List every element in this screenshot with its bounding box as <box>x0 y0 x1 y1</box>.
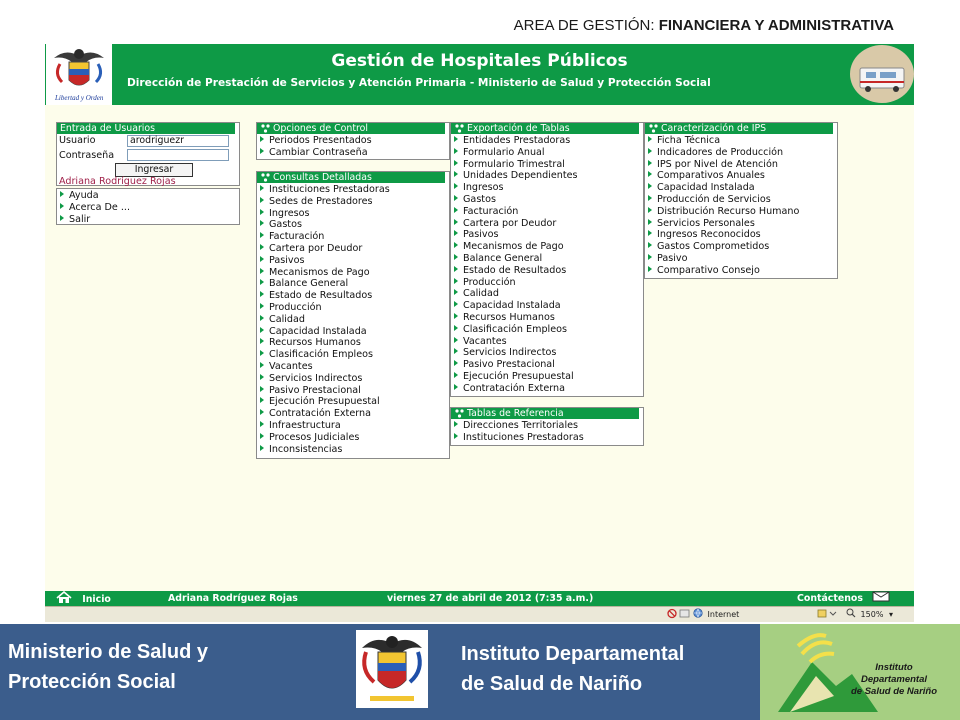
consultas-item-produccion[interactable] <box>257 302 449 314</box>
caracterizacion-item-label: IPS por Nivel de Atención <box>657 158 778 170</box>
caracterizacion-item-label: Indicadores de Producción <box>657 146 784 158</box>
consultas-item-balance-general[interactable] <box>257 278 449 290</box>
consultas-item-label: Producción <box>269 301 322 313</box>
exportacion-item-formulario-anual[interactable] <box>451 147 643 159</box>
consultas-item-label: Procesos Judiciales <box>269 431 360 443</box>
bullet-arrow-icon <box>260 232 264 238</box>
help-menu-item-label: Acerca De ... <box>69 201 130 213</box>
exportacion-item-cartera-por-deudor[interactable] <box>451 218 643 230</box>
bullet-arrow-icon <box>260 244 264 250</box>
exportacion-item-label: Entidades Prestadoras <box>463 135 571 146</box>
exportacion-item-contratacion-externa[interactable] <box>451 383 643 395</box>
contact-link[interactable]: Contáctenos <box>797 591 890 606</box>
caracterizacion-item-gastos-comprometidos[interactable] <box>645 241 837 253</box>
caracterizacion-item-label: Pasivo <box>657 252 688 264</box>
exportacion-item-vacantes[interactable] <box>451 336 643 348</box>
consultas-item-label: Inconsistencias <box>269 443 343 455</box>
instituto-logo-text: Instituto Departamental de Salud de Nariño <box>850 662 938 697</box>
exportacion-item-pasivo-prestacional[interactable] <box>451 359 643 371</box>
slide-footer-blue-band <box>0 624 760 720</box>
bullet-arrow-icon <box>260 185 264 191</box>
bullet-arrow-icon <box>454 242 458 248</box>
caracterizacion-item-servicios-personales[interactable] <box>645 218 837 230</box>
caracterizacion-item-label: Gastos Comprometidos <box>657 241 770 253</box>
exportacion-item-label: Clasificación Empleos <box>463 323 567 335</box>
exportacion-item-produccion[interactable] <box>451 277 643 289</box>
bullet-arrow-icon <box>260 374 264 380</box>
protected-mode-icon[interactable] <box>817 608 839 622</box>
bullet-arrow-icon <box>454 160 458 166</box>
consultas-item-capacidad-instalada[interactable] <box>257 326 449 338</box>
consultas-item-estado-de-resultados[interactable] <box>257 290 449 302</box>
bullet-arrow-icon <box>260 445 264 451</box>
menu-leaf-icon <box>648 123 659 134</box>
bullet-arrow-icon <box>60 191 64 197</box>
exportacion-item-label: Facturación <box>463 205 519 217</box>
consultas-item-label: Pasivo Prestacional <box>269 384 361 396</box>
caracterizacion-item-capacidad-instalada[interactable] <box>645 182 837 194</box>
consultas-item-label: Ingresos <box>269 207 310 219</box>
consultas-detalladas-panel <box>256 171 450 459</box>
bullet-arrow-icon <box>454 313 458 319</box>
exportacion-item-capacidad-instalada[interactable] <box>451 300 643 312</box>
consultas-item-ejecucion-presupuestal[interactable] <box>257 396 449 408</box>
bullet-arrow-icon <box>454 372 458 378</box>
caracterizacion-item-label: Comparativo Consejo <box>657 264 760 276</box>
bullet-arrow-icon <box>454 171 458 177</box>
browser-status-bar <box>45 606 914 622</box>
bullet-arrow-icon <box>648 242 652 248</box>
help-menu-panel <box>56 188 240 225</box>
bullet-arrow-icon <box>260 279 264 285</box>
exportacion-item-unidades-dependientes[interactable] <box>451 170 643 182</box>
bullet-arrow-icon <box>260 136 264 142</box>
username-input[interactable]: arodriguezr <box>127 135 229 147</box>
referencia-item-label: Direcciones Territoriales <box>463 420 579 431</box>
consultas-item-ingresos[interactable] <box>257 208 449 220</box>
caracterizacion-item-label: Servicios Personales <box>657 217 755 229</box>
exportacion-item-label: Calidad <box>463 288 499 300</box>
opciones-control-header: Opciones de Control <box>257 123 449 134</box>
menu-leaf-icon <box>260 123 271 134</box>
exportacion-item-pasivos[interactable] <box>451 229 643 241</box>
exportacion-item-label: Pasivo Prestacional <box>463 359 555 371</box>
consultas-item-label: Vacantes <box>269 360 313 372</box>
bullet-arrow-icon <box>454 384 458 390</box>
bullet-arrow-icon <box>260 386 264 392</box>
bullet-arrow-icon <box>648 230 652 236</box>
footer-user: Adriana Rodríguez Rojas <box>168 593 298 604</box>
bullet-arrow-icon <box>454 183 458 189</box>
bullet-arrow-icon <box>454 266 458 272</box>
bullet-arrow-icon <box>454 195 458 201</box>
caracterizacion-item-label: Ingresos Reconocidos <box>657 229 761 241</box>
consultas-item-label: Gastos <box>269 219 302 231</box>
bullet-arrow-icon <box>260 220 264 226</box>
login-panel-header: Entrada de Usuarios <box>57 123 239 134</box>
exportacion-item-ingresos[interactable] <box>451 182 643 194</box>
consultas-detalladas-header: Consultas Detalladas <box>257 172 449 183</box>
bullet-arrow-icon <box>454 325 458 331</box>
bullet-arrow-icon <box>454 360 458 366</box>
caracterizacion-item-label: Producción de Servicios <box>657 193 771 205</box>
instituto-name: Instituto Departamental de Salud de Nariño <box>461 643 685 695</box>
consultas-item-calidad[interactable] <box>257 314 449 326</box>
caracterizacion-ips-header: Caracterización de IPS <box>645 123 837 134</box>
bullet-arrow-icon <box>454 219 458 225</box>
exportacion-item-label: Recursos Humanos <box>463 311 555 323</box>
caracterizacion-item-produccion-de-servicios[interactable] <box>645 194 837 206</box>
bullet-arrow-icon <box>454 230 458 236</box>
bullet-arrow-icon <box>260 209 264 215</box>
exportacion-item-label: Mecanismos de Pago <box>463 241 564 253</box>
consultas-item-gastos[interactable] <box>257 219 449 231</box>
home-link[interactable]: Inicio <box>55 591 111 607</box>
exportacion-item-label: Pasivos <box>463 229 499 241</box>
bullet-arrow-icon <box>454 254 458 260</box>
exportacion-item-estado-de-resultados[interactable] <box>451 265 643 277</box>
exportacion-item-label: Vacantes <box>463 335 507 347</box>
zoom-control[interactable]: 150% ▾ <box>846 608 893 622</box>
bullet-arrow-icon <box>648 266 652 272</box>
bullet-arrow-icon <box>60 203 64 209</box>
consultas-item-infraestructura[interactable] <box>257 420 449 432</box>
bullet-arrow-icon <box>648 148 652 154</box>
site-title: Gestión de Hospitales Públicos <box>331 51 628 71</box>
bullet-arrow-icon <box>648 207 652 213</box>
consultas-item-label: Infraestructura <box>269 419 341 431</box>
bullet-arrow-icon <box>454 433 458 439</box>
opciones-control-item-label: Periodos Presentados <box>269 135 372 146</box>
menu-leaf-icon <box>454 123 465 134</box>
exportacion-item-calidad[interactable] <box>451 288 643 300</box>
exportacion-item-mecanismos-de-pago[interactable] <box>451 241 643 253</box>
consultas-item-cartera-por-deudor[interactable] <box>257 243 449 255</box>
area-heading: AREA DE GESTIÓN: FINANCIERA Y ADMINISTRATIVA <box>513 17 894 34</box>
bullet-arrow-icon <box>260 148 264 154</box>
consultas-item-facturacion[interactable] <box>257 231 449 243</box>
consultas-item-label: Servicios Indirectos <box>269 372 363 384</box>
consultas-item-label: Estado de Resultados <box>269 290 373 302</box>
site-banner <box>45 44 914 105</box>
caracterizacion-item-label: Capacidad Instalada <box>657 182 755 194</box>
consultas-item-pasivo-prestacional[interactable] <box>257 385 449 397</box>
bullet-arrow-icon <box>260 315 264 321</box>
help-menu-item-salir[interactable] <box>57 214 239 226</box>
caracterizacion-item-pasivo[interactable] <box>645 253 837 265</box>
consultas-item-label: Facturación <box>269 231 325 243</box>
bullet-arrow-icon <box>260 397 264 403</box>
consultas-item-label: Instituciones Prestadoras <box>269 184 390 195</box>
footer-date: viernes 27 de abril de 2012 (7:35 a.m.) <box>387 593 594 604</box>
bullet-arrow-icon <box>260 350 264 356</box>
security-icon <box>667 608 691 622</box>
bullet-arrow-icon <box>648 136 652 142</box>
bullet-arrow-icon <box>260 291 264 297</box>
exportacion-item-balance-general[interactable] <box>451 253 643 265</box>
bullet-arrow-icon <box>454 136 458 142</box>
colombia-crest-logo <box>356 630 428 708</box>
tablas-referencia-panel <box>450 407 644 446</box>
site-subtitle: Dirección de Prestación de Servicios y Atención Primaria - Ministerio de Salud y Protección Social <box>127 77 711 89</box>
consultas-item-label: Calidad <box>269 313 305 325</box>
consultas-item-vacantes[interactable] <box>257 361 449 373</box>
consultas-item-label: Contratación Externa <box>269 408 371 420</box>
ministerio-name: Ministerio de Salud y Protección Social <box>8 641 209 693</box>
menu-leaf-icon <box>454 408 465 419</box>
caracterizacion-item-indicadores-de-produccion[interactable] <box>645 147 837 159</box>
consultas-item-label: Balance General <box>269 278 349 290</box>
exportacion-item-facturacion[interactable] <box>451 206 643 218</box>
exportacion-item-label: Ingresos <box>463 182 504 194</box>
exportacion-item-clasificacion-empleos[interactable] <box>451 324 643 336</box>
consultas-detalladas-list <box>257 183 449 455</box>
bullet-arrow-icon <box>260 268 264 274</box>
menu-leaf-icon <box>260 172 271 183</box>
consultas-item-recursos-humanos[interactable] <box>257 337 449 349</box>
bullet-arrow-icon <box>260 327 264 333</box>
login-panel <box>56 122 240 186</box>
opciones-control-list <box>257 134 449 159</box>
exportacion-item-formulario-trimestral[interactable] <box>451 159 643 171</box>
browser-viewport <box>45 44 914 622</box>
bullet-arrow-icon <box>454 289 458 295</box>
referencia-item-direcciones-territoriales[interactable] <box>451 420 643 432</box>
consultas-item-label: Mecanismos de Pago <box>269 266 370 278</box>
exportacion-item-label: Cartera por Deudor <box>463 217 557 229</box>
bullet-arrow-icon <box>260 197 264 203</box>
caracterizacion-ips-panel <box>644 122 838 279</box>
bullet-arrow-icon <box>454 207 458 213</box>
caracterizacion-item-comparativo-consejo[interactable] <box>645 265 837 277</box>
caracterizacion-item-distribucion-recurso-humano[interactable] <box>645 206 837 218</box>
caracterizacion-item-label: Distribución Recurso Humano <box>657 205 800 217</box>
exportacion-item-entidades-prestadoras[interactable] <box>451 135 643 147</box>
referencia-item-instituciones-prestadoras[interactable] <box>451 432 643 444</box>
exportacion-item-label: Servicios Indirectos <box>463 347 557 359</box>
help-menu-item-acerca-de[interactable] <box>57 202 239 214</box>
password-label: Contraseña <box>59 150 115 161</box>
bullet-arrow-icon <box>648 254 652 260</box>
exportacion-item-label: Gastos <box>463 193 496 205</box>
bullet-arrow-icon <box>260 338 264 344</box>
consultas-item-procesos-judiciales[interactable] <box>257 432 449 444</box>
bullet-arrow-icon <box>260 362 264 368</box>
exportacion-item-label: Unidades Dependientes <box>463 170 578 182</box>
consultas-item-label: Capacidad Instalada <box>269 325 367 337</box>
consultas-item-label: Sedes de Prestadores <box>269 195 373 207</box>
bullet-arrow-icon <box>648 160 652 166</box>
bullet-arrow-icon <box>454 348 458 354</box>
globe-icon <box>693 608 703 618</box>
caracterizacion-ips-list <box>645 134 837 277</box>
consultas-item-sedes-de-prestadores[interactable] <box>257 196 449 208</box>
consultas-item-instituciones-prestadoras[interactable] <box>257 184 449 196</box>
exportacion-item-label: Ejecución Presupuestal <box>463 370 574 382</box>
browser-zone: Internet <box>693 608 739 622</box>
exportacion-tablas-panel <box>450 122 644 397</box>
exportacion-tablas-list <box>451 134 643 395</box>
exportacion-item-label: Formulario Anual <box>463 146 545 158</box>
zoom-icon <box>846 608 856 618</box>
caracterizacion-item-comparativos-anuales[interactable] <box>645 170 837 182</box>
exportacion-item-recursos-humanos[interactable] <box>451 312 643 324</box>
help-menu-list <box>57 189 239 225</box>
consultas-item-label: Ejecución Presupuestal <box>269 396 380 408</box>
tablas-referencia-header: Tablas de Referencia <box>451 408 643 419</box>
consultas-item-label: Clasificación Empleos <box>269 349 373 361</box>
caracterizacion-item-ips-por-nivel-de-atencion[interactable] <box>645 159 837 171</box>
consultas-item-label: Cartera por Deudor <box>269 242 363 254</box>
exportacion-item-label: Producción <box>463 276 516 288</box>
consultas-item-label: Pasivos <box>269 254 305 266</box>
consultas-item-pasivos[interactable] <box>257 255 449 267</box>
bullet-arrow-icon <box>454 421 458 427</box>
logged-user-name: Adriana Rodríguez Rojas <box>59 176 176 187</box>
banner-motto: Libertad y Orden <box>55 94 104 102</box>
bullet-arrow-icon <box>454 337 458 343</box>
bullet-arrow-icon <box>454 278 458 284</box>
bullet-arrow-icon <box>648 171 652 177</box>
exportacion-tablas-header: Exportación de Tablas <box>451 123 643 134</box>
opciones-control-item-cambiar-contrasena[interactable] <box>257 147 449 159</box>
exportacion-item-label: Balance General <box>463 252 543 264</box>
password-input[interactable] <box>127 149 229 161</box>
hospital-photo <box>846 44 914 105</box>
bullet-arrow-icon <box>648 195 652 201</box>
consultas-item-mecanismos-de-pago[interactable] <box>257 267 449 279</box>
exportacion-item-label: Estado de Resultados <box>463 264 567 276</box>
bullet-arrow-icon <box>454 148 458 154</box>
bullet-arrow-icon <box>648 183 652 189</box>
bullet-arrow-icon <box>454 301 458 307</box>
bullet-arrow-icon <box>260 303 264 309</box>
help-menu-item-label: Salir <box>69 213 91 225</box>
login-button[interactable]: Ingresar <box>115 163 193 177</box>
bullet-arrow-icon <box>260 433 264 439</box>
bullet-arrow-icon <box>60 215 64 221</box>
exportacion-item-gastos[interactable] <box>451 194 643 206</box>
slide-footer <box>0 624 960 720</box>
bullet-arrow-icon <box>260 421 264 427</box>
opciones-control-panel <box>256 122 450 160</box>
consultas-item-contratacion-externa[interactable] <box>257 408 449 420</box>
exportacion-item-servicios-indirectos[interactable] <box>451 347 643 359</box>
consultas-item-servicios-indirectos[interactable] <box>257 373 449 385</box>
username-label: Usuario <box>59 135 96 146</box>
bullet-arrow-icon <box>260 409 264 415</box>
opciones-control-item-periodos-presentados[interactable] <box>257 135 449 147</box>
opciones-control-item-label: Cambiar Contraseña <box>269 146 368 158</box>
site-footer <box>45 591 914 606</box>
caracterizacion-item-label: Comparativos Anuales <box>657 170 765 182</box>
home-icon <box>55 591 73 604</box>
help-menu-item-ayuda[interactable] <box>57 190 239 202</box>
tablas-referencia-list <box>451 419 643 444</box>
bullet-arrow-icon <box>648 219 652 225</box>
referencia-item-label: Instituciones Prestadoras <box>463 431 584 443</box>
chevron-down-icon: ▾ <box>888 610 893 619</box>
consultas-item-clasificacion-empleos[interactable] <box>257 349 449 361</box>
exportacion-item-label: Formulario Trimestral <box>463 158 565 170</box>
instituto-logo <box>760 624 960 720</box>
help-menu-item-label: Ayuda <box>69 190 99 201</box>
mail-icon <box>872 591 890 602</box>
caracterizacion-item-label: Ficha Técnica <box>657 135 721 146</box>
consultas-item-label: Recursos Humanos <box>269 337 361 349</box>
exportacion-item-label: Contratación Externa <box>463 382 565 394</box>
bullet-arrow-icon <box>260 256 264 262</box>
caracterizacion-item-ingresos-reconocidos[interactable] <box>645 229 837 241</box>
consultas-item-inconsistencias[interactable] <box>257 444 449 456</box>
exportacion-item-label: Capacidad Instalada <box>463 300 561 312</box>
exportacion-item-ejecucion-presupuestal[interactable] <box>451 371 643 383</box>
caracterizacion-item-ficha-tecnica[interactable] <box>645 135 837 147</box>
